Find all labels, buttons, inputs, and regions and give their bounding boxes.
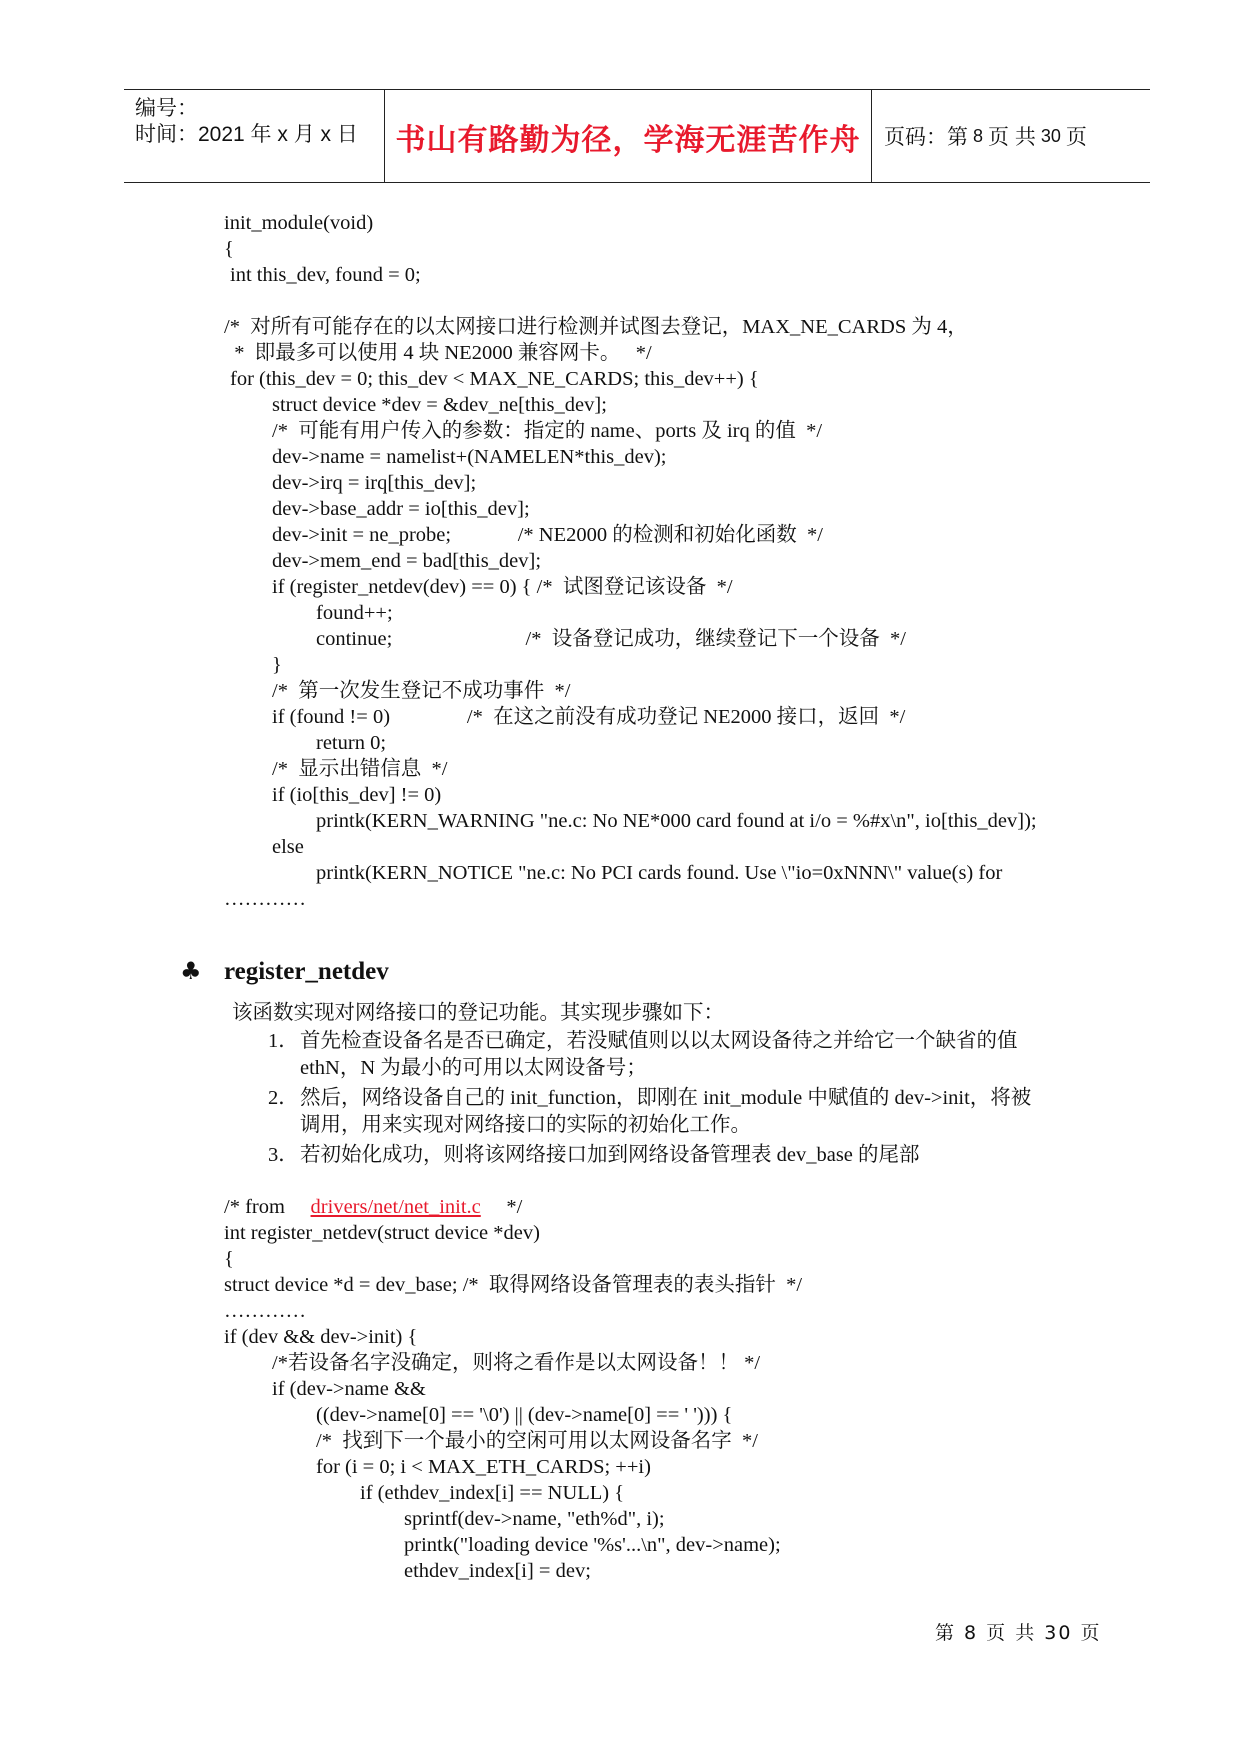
- source-comment: [224, 1194, 802, 1220]
- code-line: printk(KERN_NOTICE "ne.c: No PCI cards found. Use \"io=0xNNN\" value(s) for: [316, 862, 1003, 884]
- section-title: register_netdev: [224, 958, 389, 985]
- code-line: struct device *dev = &dev_ne[this_dev];: [272, 394, 607, 416]
- list-item: [224, 1085, 1180, 1139]
- code-line: printk("loading device '%s'...\n", dev->name);: [404, 1534, 781, 1556]
- from-prefix: /* from: [224, 1196, 311, 1218]
- code-line: {: [224, 238, 234, 260]
- code-line: [224, 288, 1037, 314]
- code-line: if (ethdev_index[i] == NULL) {: [360, 1482, 625, 1504]
- number-label: 编号：: [135, 97, 198, 120]
- code-line: found++;: [316, 602, 393, 624]
- code-line: /* 显示出错信息 */: [272, 758, 448, 780]
- step-text-line1: 首先检查设备名是否已确定，若没赋值则以以太网设备待之并给它一个缺省的值: [300, 1030, 1018, 1052]
- code-line: return 0;: [316, 732, 387, 754]
- code-line: else: [272, 836, 304, 858]
- code-line: if (found != 0) /* 在这之前没有成功登记 NE2000 接口，返回 */: [272, 706, 906, 728]
- source-path-link[interactable]: drivers/net/net_init.c: [310, 1196, 481, 1218]
- step-text-line2: 调用，用来实现对网络接口的实际的初始化工作。: [300, 1114, 751, 1136]
- code-line: ((dev->name[0] == '\0') || (dev->name[0] == ' '))) {: [316, 1404, 733, 1426]
- code-line: dev->init = ne_probe; /* NE2000 的检测和初始化函数 */: [272, 524, 823, 546]
- motto: 书山有路勤为径，学海无涯苦作舟: [395, 123, 861, 158]
- header-left-cell: [124, 90, 384, 182]
- code-line: …………: [224, 1300, 306, 1322]
- header-page-cell: [872, 90, 1162, 182]
- code-line: if (register_netdev(dev) == 0) { /* 试图登记该设备 */: [272, 576, 733, 598]
- code-line: /* 找到下一个最小的空闲可用以太网设备名字 */: [316, 1430, 758, 1452]
- code-line: /* 对所有可能存在的以太网接口进行检测并试图去登记，MAX_NE_CARDS 为 4，: [224, 316, 968, 338]
- code-line: /*若设备名字没确定，则将之看作是以太网设备！！ */: [272, 1352, 761, 1374]
- page-total: 30: [1040, 125, 1061, 146]
- code-line: int this_dev, found = 0;: [230, 264, 421, 286]
- steps-list: [224, 1028, 1180, 1169]
- code-line: init_module(void): [224, 212, 374, 234]
- code-line: for (this_dev = 0; this_dev < MAX_NE_CARDS; this_dev++) {: [230, 368, 759, 390]
- step-text-line1: 然后，网络设备自己的 init_function，即刚在 init_module 中赋值的 dev->init，将被: [300, 1087, 1032, 1109]
- page-prefix: 页码：第: [884, 126, 968, 149]
- code-line: if (dev && dev->init) {: [224, 1326, 418, 1348]
- step-number: 3．: [268, 1144, 299, 1166]
- page-suffix: 页: [1065, 126, 1087, 149]
- code-line: }: [272, 654, 282, 676]
- code-line: struct device *d = dev_base; /* 取得网络设备管理表的表头指针 */: [224, 1274, 803, 1296]
- code-line: dev->irq = irq[this_dev];: [272, 472, 477, 494]
- code-block-register-netdev: [224, 1194, 802, 1584]
- code-line: dev->base_addr = io[this_dev];: [272, 498, 530, 520]
- code-line: sprintf(dev->name, "eth%d", i);: [404, 1508, 665, 1530]
- time-label: 时间：2021 年 x 月 x 日: [135, 123, 358, 146]
- code-line: ethdev_index[i] = dev;: [404, 1560, 591, 1582]
- step-text-line2: ethN，N 为最小的可用以太网设备号；: [300, 1057, 647, 1079]
- section-heading: [180, 957, 389, 986]
- code-line: * 即最多可以使用 4 块 NE2000 兼容网卡。 */: [224, 342, 652, 364]
- list-item: [224, 1028, 1180, 1082]
- section-intro: 该函数实现对网络接口的登记功能。其实现步骤如下：: [232, 1002, 724, 1024]
- code-line: if (dev->name &&: [272, 1378, 426, 1400]
- code-line: /* 可能有用户传入的参数：指定的 name、ports 及 irq 的值 */: [272, 420, 823, 442]
- code-line: continue; /* 设备登记成功，继续登记下一个设备 */: [316, 628, 906, 650]
- code-line: {: [224, 1248, 234, 1270]
- code-line: printk(KERN_WARNING "ne.c: No NE*000 card found at i/o = %#x\n", io[this_dev]);: [316, 810, 1037, 832]
- page-mid: 页 共: [988, 126, 1036, 149]
- header-motto-cell: [384, 90, 872, 182]
- step-number: 1．: [268, 1030, 299, 1052]
- code-line: dev->name = namelist+(NAMELEN*this_dev);: [272, 446, 667, 468]
- page-footer: 第 8 页 共 30 页: [935, 1622, 1102, 1644]
- code-line: int register_netdev(struct device *dev): [224, 1222, 540, 1244]
- step-number: 2．: [268, 1087, 299, 1109]
- code-line: for (i = 0; i < MAX_ETH_CARDS; ++i): [316, 1456, 651, 1478]
- step-text-line1: 若初始化成功，则将该网络接口加到网络设备管理表 dev_base 的尾部: [300, 1144, 920, 1166]
- code-block-init-module: [224, 210, 1037, 912]
- list-item: [224, 1142, 1180, 1169]
- code-line: /* 第一次发生登记不成功事件 */: [272, 680, 571, 702]
- page-current: 8: [973, 125, 984, 146]
- code-line: dev->mem_end = bad[this_dev];: [272, 550, 542, 572]
- page-header: [124, 89, 1150, 183]
- code-line: …………: [224, 888, 306, 910]
- section-body: [224, 1000, 1180, 1172]
- code-line: if (io[this_dev] != 0): [272, 784, 442, 806]
- from-suffix: */: [480, 1196, 523, 1218]
- club-bullet-icon: ♣: [180, 957, 202, 985]
